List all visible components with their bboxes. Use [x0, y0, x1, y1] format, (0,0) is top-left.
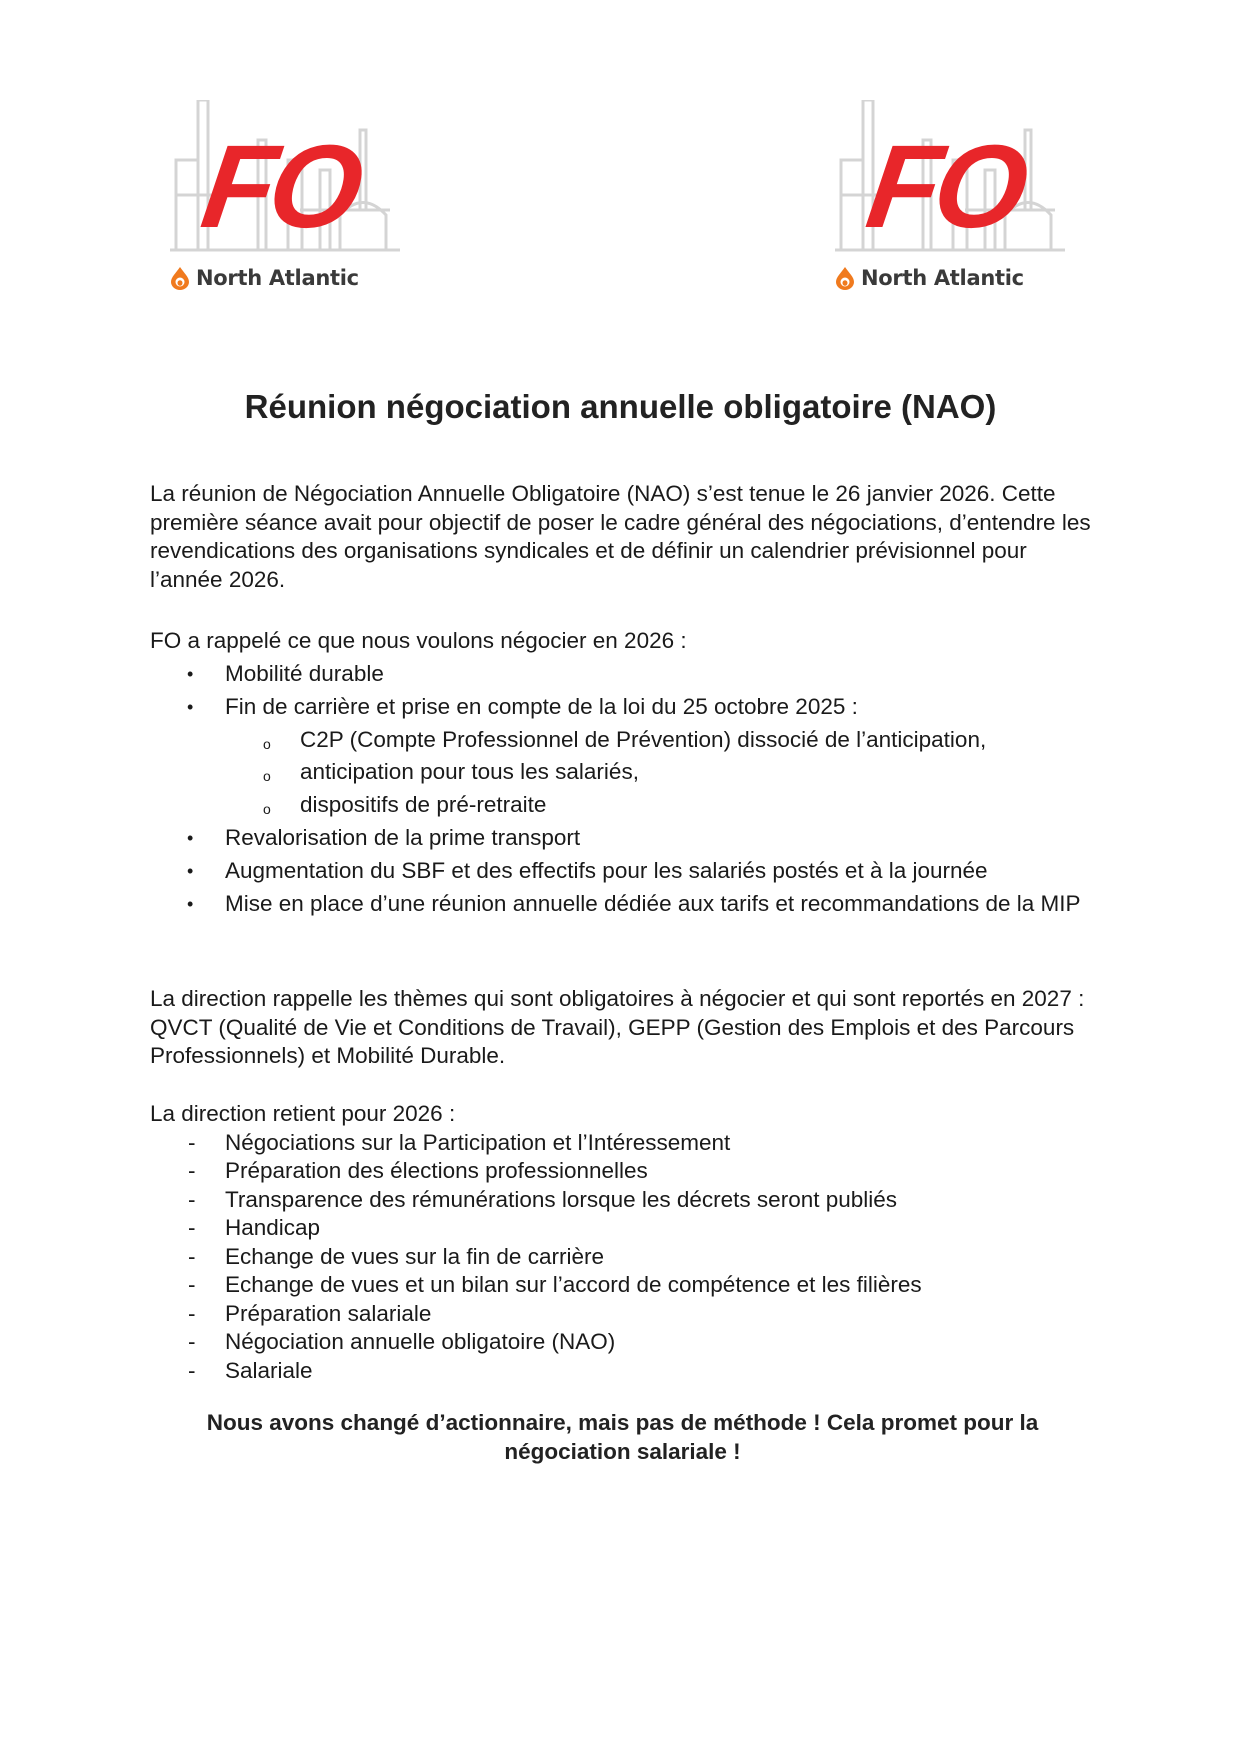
list-item: - Salariale	[150, 1357, 1095, 1386]
dash-bullet-icon: -	[188, 1300, 196, 1326]
flame-icon	[170, 266, 190, 290]
fo-mark: FO	[194, 121, 366, 253]
bullet-icon: •	[187, 664, 194, 684]
list-item: • Revalorisation de la prime transport	[150, 824, 1095, 853]
closing-statement: Nous avons changé d’actionnaire, mais pas de méthode ! Cela promet pour la négociation salariale !	[206, 1410, 1039, 1464]
fo-demands-section	[150, 627, 1095, 918]
fo-north-atlantic-logo-left	[170, 100, 410, 300]
brand-name: North Atlantic	[196, 266, 359, 290]
list-item: - Transparence des rémunérations lorsque les décrets seront publiés	[150, 1186, 1095, 1215]
bullet-icon: •	[187, 893, 194, 914]
list-item: • Mobilité durable	[150, 660, 1095, 689]
list-item: - Négociations sur la Participation et l’Intéressement	[150, 1129, 1095, 1158]
list-item: - Echange de vues sur la fin de carrière	[150, 1243, 1095, 1272]
circle-bullet-icon: o	[263, 800, 271, 817]
list-item: • Augmentation du SBF et des effectifs pour les salariés postés et à la journée	[150, 857, 1095, 886]
direction-list	[150, 1129, 1095, 1386]
page-title: Réunion négociation annuelle obligatoire (NAO)	[244, 388, 997, 425]
fo-mark: FO	[859, 121, 1031, 253]
sub-list	[225, 726, 1095, 820]
brand-name: North Atlantic	[861, 266, 1024, 290]
postponed-themes-paragraph: La direction rappelle les thèmes qui sont obligatoires à négocier et qui sont reportés en 2027 : QVCT (Qualité de Vie et Conditions de Travail), GEPP (Gestion des Emplois et des Parcours Professionnels) et Mobilité Durable.	[150, 986, 1085, 1068]
flame-icon	[835, 266, 855, 290]
dash-bullet-icon: -	[188, 1158, 196, 1183]
dash-bullet-icon: -	[188, 1129, 196, 1155]
list-item: • Fin de carrière et prise en compte de la loi du 25 octobre 2025 : o C2P (Compte Professionnel de Prévention) dissocié de l’anticipation, o anticipation pour tous les salariés, o dispositifs de pré-retraite	[150, 693, 1095, 819]
list-item: • Mise en place d’une réunion annuelle dédiée aux tarifs et recommandations de la MIP	[150, 890, 1095, 919]
dash-bullet-icon: -	[188, 1357, 196, 1383]
list-item: - Handicap	[150, 1214, 1095, 1243]
circle-bullet-icon: o	[263, 735, 271, 752]
bullet-icon: •	[187, 697, 194, 717]
bullet-icon: •	[187, 827, 194, 848]
dash-bullet-icon: -	[188, 1329, 196, 1354]
dash-bullet-icon: -	[188, 1243, 196, 1269]
list-item: - Echange de vues et un bilan sur l’accord de compétence et les filières	[150, 1271, 1095, 1300]
direction-section	[150, 1100, 1095, 1385]
list-item: - Négociation annuelle obligatoire (NAO)	[150, 1328, 1095, 1357]
bullet-icon: •	[187, 860, 194, 881]
sub-list-item: o dispositifs de pré-retraite	[150, 791, 1095, 820]
fo-north-atlantic-logo-right	[835, 100, 1075, 300]
sub-list-item: o C2P (Compte Professionnel de Prévention) dissocié de l’anticipation,	[150, 726, 1095, 755]
list-item: - Préparation des élections professionnelles	[150, 1157, 1095, 1186]
fo-demands-lead: FO a rappelé ce que nous voulons négocier en 2026 :	[150, 628, 687, 653]
direction-lead: La direction retient pour 2026 :	[150, 1101, 456, 1126]
dash-bullet-icon: -	[188, 1272, 196, 1297]
dash-bullet-icon: -	[188, 1215, 196, 1240]
circle-bullet-icon: o	[263, 768, 271, 784]
sub-list-item: o anticipation pour tous les salariés,	[150, 758, 1095, 787]
intro-paragraph: La réunion de Négociation Annuelle Obligatoire (NAO) s’est tenue le 26 janvier 2026. Cette première séance avait pour objectif de poser le cadre général des négociations, d’entendre les revendications des organisations syndicales et de définir un calendrier prévisionnel pour l’année 2026.	[150, 481, 1091, 592]
dash-bullet-icon: -	[188, 1186, 196, 1212]
list-item: - Préparation salariale	[150, 1300, 1095, 1329]
fo-demands-list	[150, 660, 1095, 918]
